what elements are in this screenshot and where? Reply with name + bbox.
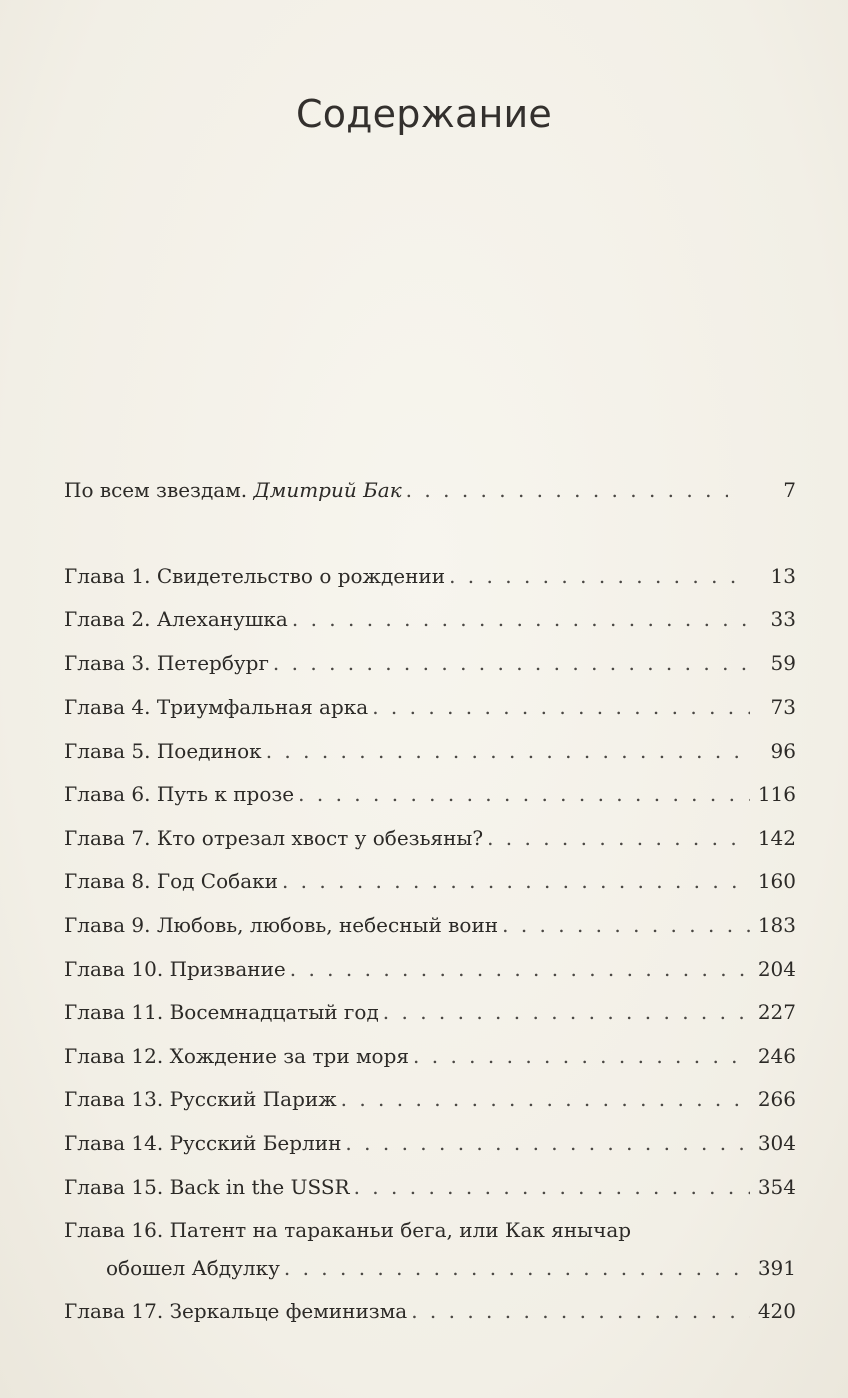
toc-page-number: 116 xyxy=(757,782,796,806)
toc-page-number: 73 xyxy=(770,695,796,719)
toc-entry-label: Глава 6. Путь к прозе xyxy=(64,782,295,806)
toc-entry-label: Глава 14. Русский Берлин xyxy=(64,1131,342,1155)
leader-dots xyxy=(298,780,750,808)
toc-entry-label: Глава 16. Патент на тараканьи бега, или Как янычар xyxy=(64,1218,632,1242)
toc-entry-label: Глава 10. Призвание xyxy=(64,957,286,981)
toc-entry-chapter-6[interactable] xyxy=(64,780,796,808)
toc-page-number: 354 xyxy=(757,1175,796,1199)
toc-entry-label: Глава 3. Петербург xyxy=(64,651,269,675)
toc-entry-label: Глава 7. Кто отрезал хвост у обезьяны? xyxy=(64,826,484,850)
leader-dots xyxy=(411,1297,750,1325)
leader-dots xyxy=(372,693,750,721)
toc-entry-label: Глава 9. Любовь, любовь, небесный воин xyxy=(64,913,499,937)
toc-entry-label: Глава 15. Back in the USSR xyxy=(64,1175,350,1199)
toc-entry-label: Глава 12. Хождение за три моря xyxy=(64,1044,410,1068)
intro-title: По всем звездам. xyxy=(64,478,248,502)
toc-page-number: 420 xyxy=(757,1299,796,1323)
toc-page-number: 266 xyxy=(757,1087,796,1111)
toc-entry-chapter-1[interactable] xyxy=(64,562,796,590)
toc-entry-label-continued: обошел Абдулку xyxy=(106,1256,280,1280)
toc-page-number: 13 xyxy=(770,564,796,588)
toc-entry-chapter-8[interactable] xyxy=(64,867,796,895)
toc-entry-chapter-17[interactable] xyxy=(64,1297,796,1325)
toc-page-number: 7 xyxy=(783,478,796,502)
toc-entry-label: Глава 5. Поединок xyxy=(64,739,262,763)
toc-entry-chapter-16[interactable] xyxy=(106,1254,796,1282)
toc-entry-label: Глава 4. Триумфальная арка xyxy=(64,695,369,719)
leader-dots xyxy=(406,476,728,504)
toc-entry-label xyxy=(64,476,402,504)
leader-dots xyxy=(354,1173,750,1201)
leader-dots xyxy=(266,737,750,765)
leader-dots xyxy=(345,1129,750,1157)
leader-dots xyxy=(487,824,750,852)
toc-entry-label: Глава 2. Алеханушка xyxy=(64,607,288,631)
toc-entry-chapter-12[interactable] xyxy=(64,1042,796,1070)
toc-page-number: 246 xyxy=(757,1044,796,1068)
toc-page-number: 59 xyxy=(770,651,796,675)
toc-entry-chapter-13[interactable] xyxy=(64,1085,796,1113)
toc-entry-chapter-4[interactable] xyxy=(64,693,796,721)
leader-dots xyxy=(383,998,750,1026)
toc-entry-label: Глава 11. Восемнадцатый год xyxy=(64,1000,379,1024)
toc-page-number: 183 xyxy=(757,913,796,937)
toc-page-number: 33 xyxy=(770,607,796,631)
toc-entry-chapter-10[interactable] xyxy=(64,955,796,983)
leader-dots xyxy=(502,911,750,939)
toc-entry-chapter-16-line1[interactable] xyxy=(64,1216,631,1244)
leader-dots xyxy=(282,867,750,895)
toc-entry-chapter-11[interactable] xyxy=(64,998,796,1026)
toc-entry-chapter-9[interactable] xyxy=(64,911,796,939)
leader-dots xyxy=(413,1042,750,1070)
toc-page-number: 142 xyxy=(757,826,796,850)
leader-dots xyxy=(292,605,750,633)
leader-dots xyxy=(290,955,750,983)
toc-page-number: 96 xyxy=(770,739,796,763)
toc-entry-chapter-14[interactable] xyxy=(64,1129,796,1157)
leader-dots xyxy=(273,649,750,677)
page-title: Содержание xyxy=(296,92,552,136)
toc-entry-label: Глава 1. Свидетельство о рождении xyxy=(64,564,446,588)
intro-author: Дмитрий Бак xyxy=(253,478,402,502)
toc-page-number: 391 xyxy=(757,1256,796,1280)
toc-entry-chapter-7[interactable] xyxy=(64,824,796,852)
toc-entry-chapter-2[interactable] xyxy=(64,605,796,633)
toc-page-number: 204 xyxy=(757,957,796,981)
toc-entry-chapter-5[interactable] xyxy=(64,737,796,765)
toc-page-number: 160 xyxy=(757,869,796,893)
toc-entry-intro[interactable] xyxy=(64,476,796,504)
leader-dots xyxy=(449,562,750,590)
toc-entry-label: Глава 8. Год Собаки xyxy=(64,869,278,893)
leader-dots xyxy=(284,1254,750,1282)
toc-page-number: 304 xyxy=(757,1131,796,1155)
toc-entry-chapter-3[interactable] xyxy=(64,649,796,677)
toc-entry-label: Глава 13. Русский Париж xyxy=(64,1087,337,1111)
toc-entry-label: Глава 17. Зеркальце феминизма xyxy=(64,1299,408,1323)
leader-dots xyxy=(341,1085,750,1113)
toc-page-number: 227 xyxy=(757,1000,796,1024)
toc-entry-chapter-15[interactable] xyxy=(64,1173,796,1201)
